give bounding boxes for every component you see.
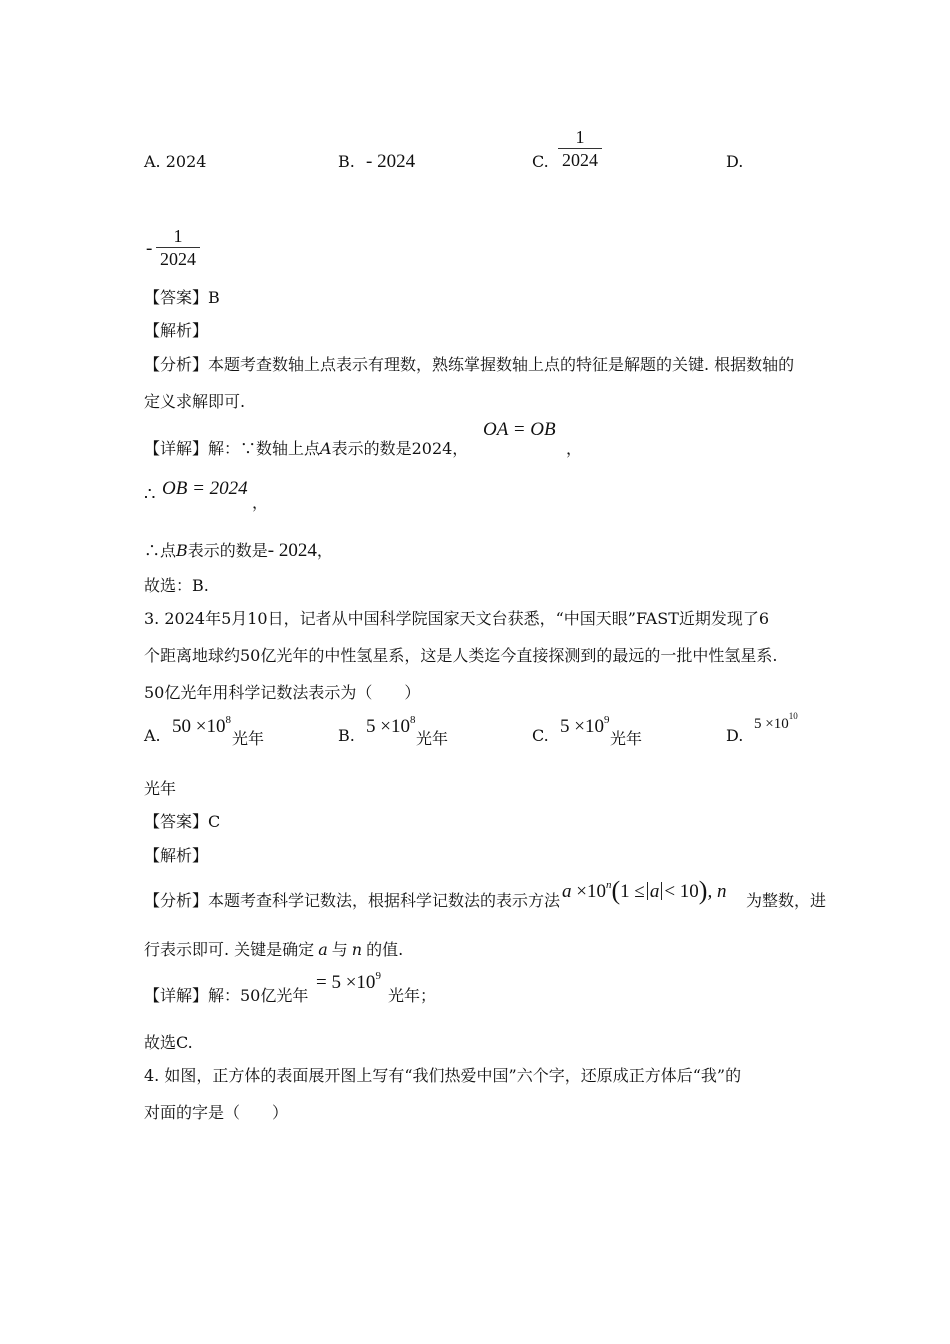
formula-open-paren: ( xyxy=(611,876,621,905)
q2-analysis-line1: 【分析】本题考查数轴上点表示有理数，熟练掌握数轴上点的特征是解题的关键. 根据数轴的 xyxy=(144,355,795,374)
expr-exponent: 9 xyxy=(603,714,610,726)
formula-exponent-n: n xyxy=(605,879,612,891)
q3-analysis-heading: 【解析】 xyxy=(144,846,209,865)
q3-option-d-unit: 光年 xyxy=(144,779,177,798)
fraction-numerator: 1 xyxy=(575,127,585,147)
analysis-line2-prefix: 行表示即可. 关键是确定 xyxy=(144,940,315,959)
q3-analysis-line2 xyxy=(144,937,403,960)
symbol-a: a xyxy=(318,940,328,959)
fraction-denominator: 2024 xyxy=(160,249,196,269)
q3-option-a-expr xyxy=(172,716,231,738)
q3-option-c-label: C. xyxy=(532,726,549,745)
q2-option-d-label: D. xyxy=(726,152,744,171)
symbol-n: n xyxy=(351,940,363,959)
ob-equation: OB = 2024 xyxy=(162,478,248,499)
q3-choose: 故选C. xyxy=(144,1033,193,1052)
expr-exponent: 8 xyxy=(225,714,231,726)
analysis-line2-end: 的值. xyxy=(366,940,404,959)
q3-option-b-unit: 光年 xyxy=(416,729,449,748)
q2-detail-suffix: 表示的数是2024， xyxy=(331,439,469,458)
q2-option-b-label: B. xyxy=(338,152,355,171)
q4-stem-line1: 4. 如图，正方体的表面展开图上写有“我们热爱中国”六个字，还原成正方体后“我”的 xyxy=(144,1066,742,1085)
q2-ob-eq-2024 xyxy=(162,478,248,500)
formula-ineq-left: 1 ≤ xyxy=(620,881,645,902)
fraction-denominator: 2024 xyxy=(562,150,598,170)
q2-analysis-heading: 【解析】 xyxy=(144,321,209,340)
q3-detail-prefix: 【详解】解：50亿光年 xyxy=(144,986,309,1005)
q3-option-b-label: B. xyxy=(338,726,355,745)
point-a-symbol: A xyxy=(320,439,332,458)
expr-base: 5 ×10 xyxy=(366,716,410,737)
expr-base: = 5 ×10 xyxy=(316,972,376,993)
q3-option-c-unit: 光年 xyxy=(610,729,643,748)
formula-close-paren: ) xyxy=(698,876,708,905)
expr-base: 5 ×10 xyxy=(560,716,604,737)
q2-answer: 【答案】B xyxy=(144,288,220,307)
therefore-value: - 2024 xyxy=(267,540,317,561)
therefore-end: ， xyxy=(316,541,333,560)
q3-analysis-suffix: 为整数，进 xyxy=(746,891,827,910)
analysis-line2-mid: 与 xyxy=(331,940,348,959)
therefore-symbol: ∴ xyxy=(144,484,156,505)
expr-exponent: 8 xyxy=(409,714,416,726)
q2-analysis-line2: 定义求解即可. xyxy=(144,392,246,411)
formula-times-ten: ×10 xyxy=(571,881,606,902)
q2-choose: 故选：B. xyxy=(144,576,209,595)
q2-oa-eq-ob: OA = OB xyxy=(483,419,556,440)
therefore-mid: 表示的数是 xyxy=(187,541,268,560)
q2-detail-line xyxy=(144,436,468,459)
expr-base: 5 ×10 xyxy=(754,716,789,732)
q3-option-c-expr xyxy=(560,716,609,738)
q4-stem-line2: 对面的字是（ ） xyxy=(144,1103,289,1122)
q2-therefore-line1 xyxy=(144,484,155,505)
abs-bar-right xyxy=(661,882,662,900)
q2-comma-2: ， xyxy=(252,493,269,512)
q3-answer: 【答案】C xyxy=(144,812,221,831)
therefore-prefix: ∴点 xyxy=(144,541,177,560)
formula-abs-a: a xyxy=(649,881,660,902)
q3-option-a-label: A. xyxy=(144,726,161,745)
q3-analysis-prefix: 【分析】本题考查科学记数法，根据科学记数法的表示方法 xyxy=(144,891,561,910)
abs-bar-left xyxy=(647,882,648,900)
point-b-symbol: B xyxy=(176,541,188,560)
q3-detail-expr xyxy=(316,972,381,994)
q3-option-b-expr xyxy=(366,716,415,738)
q2-option-c-fraction xyxy=(558,126,602,171)
q2-option-b-value: - 2024 xyxy=(366,151,416,172)
expr-base: 50 ×10 xyxy=(172,716,226,737)
q2-option-a: A. 2024 xyxy=(144,152,207,171)
q3-stem-line2: 个距离地球约50亿光年的中性氢星系，这是人类迄今直接探测到的最远的一批中性氢星系. xyxy=(144,646,778,665)
formula-comma-n: , n xyxy=(707,881,727,902)
expr-exponent: 9 xyxy=(375,970,381,982)
q2-detail-prefix: 【详解】解：∵数轴上点 xyxy=(144,439,321,458)
q2-comma: ， xyxy=(566,439,583,458)
formula-ineq-right: < 10 xyxy=(664,881,699,902)
q3-option-a-unit: 光年 xyxy=(232,729,265,748)
q3-option-d-label: D. xyxy=(726,726,744,745)
q3-option-d-expr xyxy=(754,711,798,733)
q3-stem-line3: 50亿光年用科学记数法表示为（ ） xyxy=(144,683,421,702)
q2-option-d-fraction xyxy=(156,225,200,270)
q2-option-c-label: C. xyxy=(532,152,549,171)
formula-a: a xyxy=(562,881,572,902)
expr-exponent: 10 xyxy=(788,711,798,721)
q2-therefore-line2 xyxy=(144,538,333,562)
q3-detail-suffix: 光年； xyxy=(388,986,437,1005)
fraction-numerator: 1 xyxy=(173,226,183,246)
q2-option-d-minus: - xyxy=(146,238,153,259)
q3-formula xyxy=(562,874,726,904)
q3-stem-line1: 3. 2024年5月10日，记者从中国科学院国家天文台获悉，“中国天眼”FAST近期发现了6 xyxy=(144,609,770,628)
